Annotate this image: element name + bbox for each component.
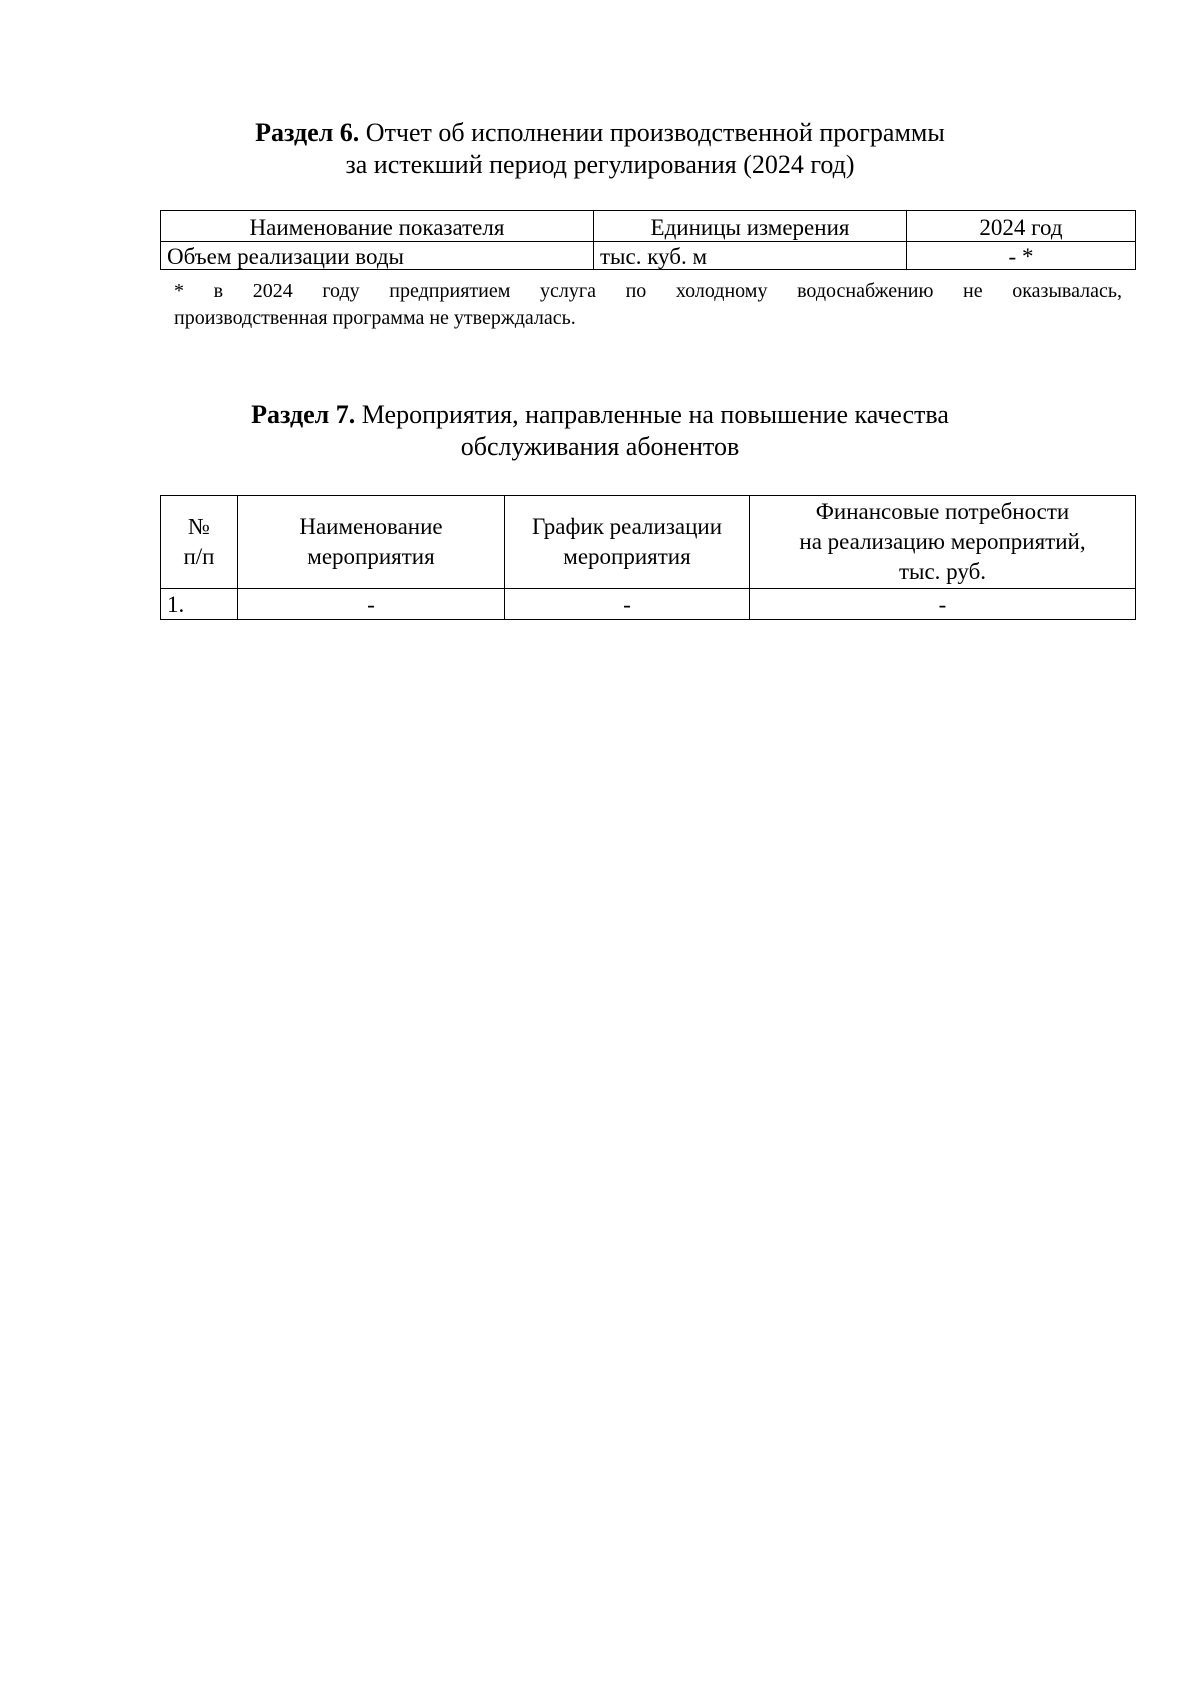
- footnote-line-1: * в 2024 году предприятием услуга по холодному водоснабжению не оказывалась,: [174, 280, 1122, 302]
- table-row: [161, 589, 1136, 620]
- header-indicator: Наименование показателя: [161, 211, 594, 242]
- section-6-title-line2: за истекший период регулирования (2024 год): [345, 150, 855, 179]
- header-number: № п/п: [161, 496, 238, 589]
- cell-value: - *: [907, 242, 1136, 270]
- header-units: Единицы измерения: [594, 211, 907, 242]
- header-financial-needs: Финансовые потребности на реализацию мероприятий, тыс. руб.: [750, 496, 1136, 589]
- cell-measure-name: -: [238, 589, 505, 620]
- footnote-line-2: производственная программа не утверждалась.: [174, 307, 576, 329]
- cell-financial-needs: -: [750, 589, 1136, 620]
- footnote: [174, 278, 1122, 332]
- section-7-title-text: Мероприятия, направленные на повышение качества: [355, 400, 949, 429]
- header-measure-name: Наименование мероприятия: [238, 496, 505, 589]
- header-year: 2024 год: [907, 211, 1136, 242]
- cell-number: 1.: [161, 589, 238, 620]
- section-7-title-line2: обслуживания абонентов: [460, 432, 740, 461]
- cell-schedule: -: [505, 589, 750, 620]
- table-header-row: [161, 211, 1136, 242]
- section-7-number: Раздел 7.: [251, 400, 356, 429]
- header-schedule: График реализации мероприятия: [505, 496, 750, 589]
- measures-table: [160, 495, 1136, 620]
- section-6-title-text: Отчет об исполнении производственной программы: [359, 118, 945, 147]
- section-6-number: Раздел 6.: [255, 118, 360, 147]
- section-6-title: [0, 117, 1200, 181]
- cell-units: тыс. куб. м: [594, 242, 907, 270]
- table-row: [161, 242, 1136, 270]
- cell-indicator: Объем реализации воды: [161, 242, 594, 270]
- section-7-title: [0, 399, 1200, 463]
- production-program-table: [160, 210, 1136, 270]
- table-header-row: [161, 496, 1136, 589]
